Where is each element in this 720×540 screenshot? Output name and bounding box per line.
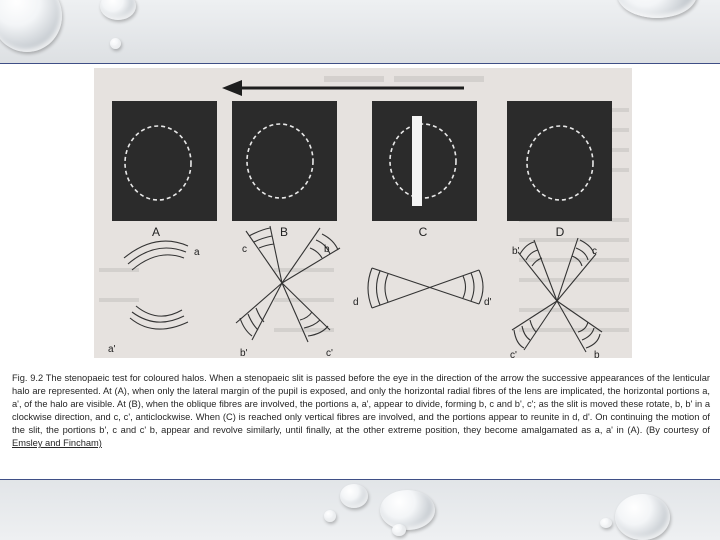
top-decorative-band	[0, 0, 720, 63]
bottom-decorative-band	[0, 480, 720, 540]
panel-label-d: D	[555, 225, 565, 239]
water-drop	[110, 38, 121, 49]
halo-c-bowtie	[368, 268, 483, 308]
water-drop	[340, 484, 368, 508]
stenopaeic-diagram	[94, 68, 632, 358]
water-drop	[617, 0, 697, 18]
motion-arrow	[222, 80, 464, 96]
figure	[0, 64, 720, 480]
water-drop	[380, 490, 435, 530]
portion-label: d'	[484, 297, 492, 308]
caption-credit: Emsley and Fincham)	[12, 438, 102, 448]
water-drop	[600, 518, 612, 528]
water-drop	[324, 510, 336, 522]
portion-label: b	[324, 244, 330, 255]
halo-a-portions	[124, 241, 188, 329]
panel-a	[112, 101, 217, 221]
panel-c	[372, 101, 477, 221]
panel-label-b: B	[279, 225, 289, 239]
portion-label: c	[592, 246, 597, 257]
portion-label: c	[242, 244, 247, 255]
water-drop	[0, 0, 62, 52]
portion-label: b'	[512, 246, 520, 257]
water-drop	[392, 524, 406, 536]
figure-scan	[94, 68, 632, 358]
halo-d-fans	[512, 238, 602, 352]
portion-label: d	[353, 297, 359, 308]
panel-b	[232, 101, 337, 221]
water-drop	[100, 0, 136, 20]
portion-label: b	[594, 350, 600, 358]
panel-label-a: A	[151, 225, 161, 239]
portion-label: a	[194, 247, 200, 258]
caption-text: Fig. 9.2 The stenopaeic test for coloured halos. When a stenopaeic slit is passed before the eye in the direction of the arrow the successive appearances of the lenticular halo are represented. At (A), when only the lateral margin of the pupil is exposed, and only the horizontal radial fibres of the lens are implicated, the horizontal portions a, a', of the halo are visible. At (B), when the oblique fibres are involved, the portions a, a', appear to divide, forming b, c and b', c'; as the slit is moved these rotate, b, b' in a clockwise direction, and c, c', anticlockwise. When (C) is reached only vertical fibres are involved, and the portions appear to reunite in d, d'. On continuing the motion of the slit, the portions b', c and c' b, appear and revolve similarly, until finally, at the other extreme position, they become amalgamated as a, a' in (A). (By courtesy of	[12, 373, 710, 435]
figure-caption	[12, 372, 710, 450]
panel-d	[507, 101, 612, 221]
portion-label: a'	[108, 344, 116, 355]
water-drop	[615, 494, 670, 540]
portion-label: c'	[326, 348, 333, 358]
panel-label-c: C	[418, 225, 428, 239]
portion-label: b'	[240, 348, 248, 358]
portion-label: c'	[510, 350, 517, 358]
